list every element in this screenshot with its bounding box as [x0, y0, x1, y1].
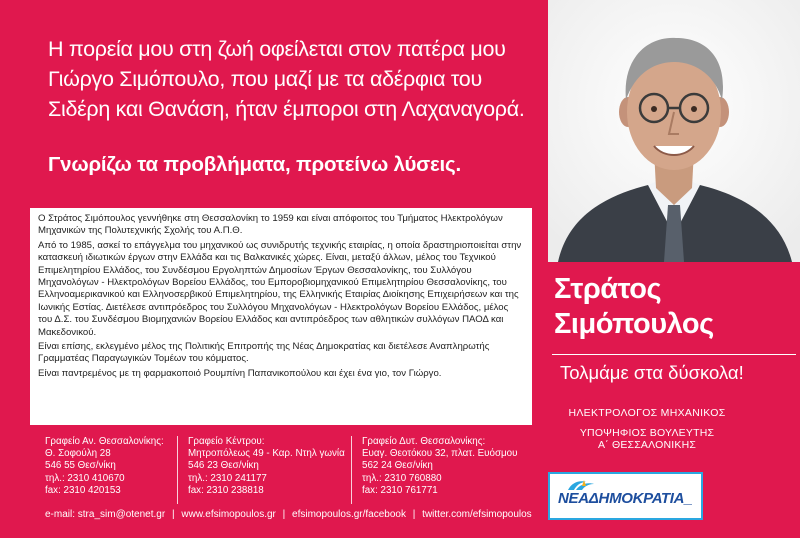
footer-facebook[interactable]: efsimopoulos.gr/facebook	[292, 509, 406, 520]
office-center	[188, 436, 345, 497]
footer-website[interactable]: www.efsimopoulos.gr	[181, 509, 276, 520]
office-west-city: 562 24 Θεσ/νίκη	[362, 460, 433, 472]
office-west-fax: fax: 2310 761771	[362, 484, 438, 496]
name-divider	[552, 354, 796, 355]
footer-email[interactable]: e-mail: stra_sim@otenet.gr	[45, 509, 166, 520]
office-center-address: Μητροπόλεως 49 - Καρ. Ντηλ γωνία	[188, 448, 345, 460]
candidacy-line-1: ΥΠΟΨΗΦΙΟΣ ΒΟΥΛΕΥΤΗΣ	[579, 427, 715, 439]
candidacy-label	[552, 427, 742, 451]
profession-label: ΗΛΕΚΤΡΟΛΟΓΟΣ ΜΗΧΑΝΙΚΟΣ	[568, 407, 726, 419]
slogan: Γνωρίζω τα προβλήματα, προτείνω λύσεις.	[48, 153, 461, 176]
party-logo-text	[558, 490, 692, 507]
quote-line-1: Η πορεία μου στη ζωή οφείλεται στον πατέρα μου	[48, 37, 506, 61]
biography-box	[30, 208, 532, 425]
bio-paragraph-4: Είναι παντρεμένος με τη φαρμακοποιό Ρουμπίνη Παπανικοπούλου και έχει ένα γιο, τον Γιώργο.	[38, 367, 442, 379]
party-logo-suffix: _	[684, 490, 693, 507]
candidate-name	[554, 272, 714, 342]
office-west-title: Γραφείο Δυτ. Θεσσαλονίκης:	[362, 436, 486, 447]
campaign-tagline: Τολμάμε στα δύσκολα!	[560, 362, 744, 383]
headline-quote	[48, 34, 548, 124]
footer-twitter[interactable]: twitter.com/efsimopoulos	[422, 509, 532, 520]
office-east-title: Γραφείο Αν. Θεσσαλονίκης:	[45, 436, 164, 447]
footer-separator-3: |	[412, 509, 416, 520]
office-separator-1	[177, 436, 178, 504]
footer-separator-1: |	[171, 509, 175, 520]
office-center-city: 546 23 Θεσ/νίκη	[188, 460, 259, 472]
bio-paragraph-2: Από το 1985, ασκεί το επάγγελμα του μηχανικού ως συνιδρυτής τεχνικής εταιρίας, η οποία δραστηριοποιείται στην κατασκευή ιδιωτικών έργων στην Ελλάδα και τις Βαλκανικές χώρες. Είναι, μεταξύ άλλων, μέλος του Τεχνικού Επιμελητηρίου Ελλάδος, του Συνδέσμου Εργοληπτών Δημοσίων Έργων Θεσσαλονίκης, του Συλλόγου Μηχανολόγων - Ηλεκτρολόγων Βορείου Ελλάδος, του Εμποροβιομηχανικού Επιμελητηρίου Θεσσαλονίκης, του Ελληνοαμερικανικού και Ελληνοσερβικού Επιμελητηρίου, της Ελληνικής Εταιρίας Διοίκησης Επιχειρήσεων και της Ιωνικής Εστίας. Διετέλεσε αντιπρόεδρος του Συλλόγου Μηχανολόγων - Ηλεκτρολόγων Βορείου Ελλάδος, μέλος του Δ.Σ. του Συνδέσμου Βιομηχανιών Βορείου Ελλάδος και αντιπρόεδρος των αθλητικών συλλόγων ΠΑΟΔ και Μακεδονικού.	[38, 239, 522, 338]
office-west-phone: τηλ.: 2310 760880	[362, 472, 442, 484]
bio-paragraph-3: Είναι επίσης, εκλεγμένο μέλος της Πολιτικής Επιτροπής της Νέας Δημοκρατίας και διετέλεσε Αναπληρωτής Γραμματέας Παραγωγικών Τομέων του κόμματος.	[38, 341, 490, 365]
office-center-phone: τηλ.: 2310 241177	[188, 472, 267, 484]
portrait-illustration	[548, 0, 800, 262]
party-logo-part1: ΝΕΑ	[558, 490, 589, 507]
office-east-phone: τηλ.: 2310 410670	[45, 472, 125, 484]
office-east-fax: fax: 2310 420153	[45, 484, 121, 496]
office-east-city: 546 55 Θεσ/νίκη	[45, 460, 116, 472]
candidate-info-panel	[548, 262, 800, 538]
candidate-first-name: Στράτος	[554, 273, 662, 305]
office-east	[45, 436, 164, 497]
office-east-address: Θ. Σοφούλη 28	[45, 448, 111, 460]
office-center-fax: fax: 2310 238818	[188, 484, 264, 496]
candidacy-line-2: Α΄ ΘΕΣΣΑΛΟΝΙΚΗΣ	[597, 439, 697, 451]
bio-paragraph-1: Ο Στράτος Σιμόπουλος γεννήθηκε στη Θεσσαλονίκη το 1959 και είναι απόφοιτος του Τμήματος Ηλεκτρολόγων Μηχανικών της Πολυτεχνικής Σχολής του Α.Π.Θ.	[38, 213, 503, 237]
party-logo	[548, 472, 703, 520]
quote-line-2: Γιώργο Σιμόπουλο, που μαζί με τα αδέρφια του	[48, 67, 482, 91]
footer-separator-2: |	[282, 509, 286, 520]
office-west-address: Ευαγ. Θεοτόκου 32, πλατ. Ευόσμου	[362, 448, 518, 460]
office-west	[362, 436, 518, 497]
quote-line-3: Σιδέρη και Θανάση, ήταν έμποροι στη Λαχαναγορά.	[48, 97, 525, 121]
contact-footer	[45, 509, 536, 520]
office-center-title: Γραφείο Κέντρου:	[188, 436, 265, 447]
office-separator-2	[351, 436, 352, 504]
party-logo-part2: ΔΗΜΟΚΡΑΤΙΑ	[588, 490, 685, 507]
candidate-portrait	[548, 0, 800, 262]
candidate-last-name: Σιμόπουλος	[554, 308, 714, 340]
